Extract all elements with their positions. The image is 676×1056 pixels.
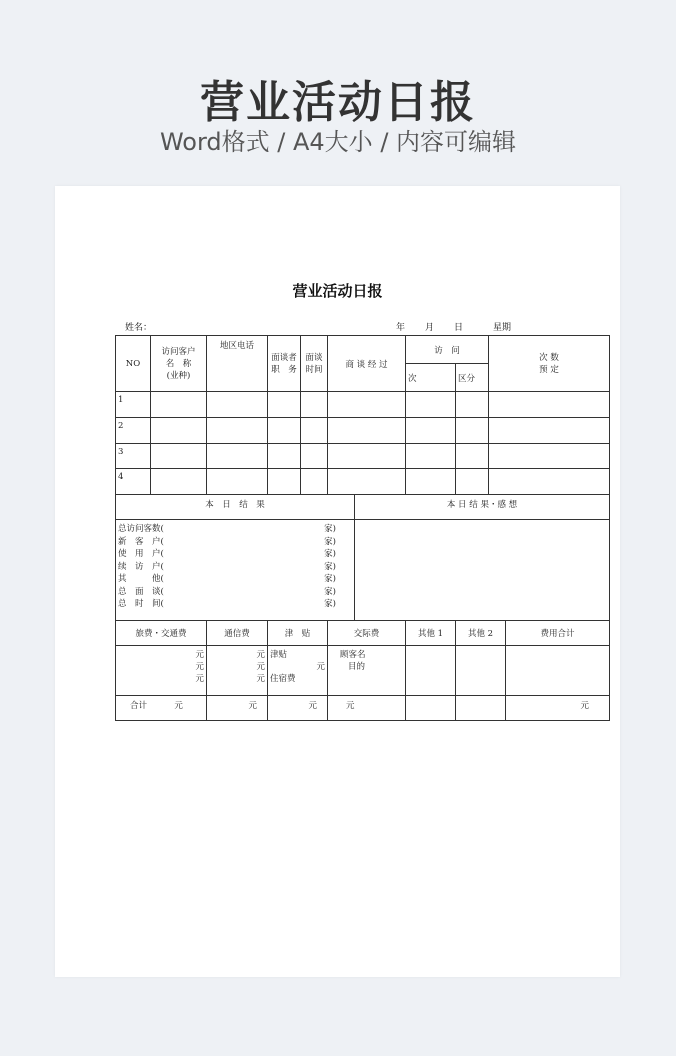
hero-subtitle: Word格式 / A4大小 / 内容可编辑	[159, 128, 517, 156]
yuan-unit: 元	[248, 701, 257, 711]
stat-line	[118, 536, 336, 549]
header-interviewee-line-1: 面谈者	[271, 352, 297, 363]
stat-label: 总访问客数(	[118, 524, 164, 534]
header-visit-category: 区分	[456, 364, 489, 392]
stat-label: 新 客 户(	[118, 536, 164, 547]
expense-header-communication: 通信费	[207, 621, 268, 646]
total-allowance	[268, 696, 328, 721]
header-client-name-line-2: 名 称	[165, 358, 192, 369]
stat-label: 使 用 户(	[118, 549, 164, 559]
header-visit-times: 次	[406, 364, 456, 392]
header-count-plan-line-1: 次 数	[539, 352, 559, 363]
total-label: 合计	[130, 701, 148, 711]
header-interview-time-line-1: 面谈	[305, 352, 323, 363]
stat-line	[118, 586, 336, 599]
year-label: 年	[396, 323, 406, 333]
weekday-label: 星期	[493, 323, 512, 333]
impression-area	[355, 520, 610, 621]
communication-amounts	[207, 646, 268, 696]
document-page	[55, 186, 620, 977]
grand-total	[506, 696, 610, 721]
yuan-unit: 元	[346, 701, 355, 711]
header-client-name-line-3: (业种)	[166, 370, 191, 381]
stat-label: 其 他(	[118, 574, 164, 584]
stat-unit: 家)	[324, 561, 336, 572]
result-today-header: 本 日 结 果	[116, 495, 355, 520]
total-cell	[506, 646, 610, 696]
other-2-cell	[456, 646, 506, 696]
stat-unit: 家)	[324, 536, 336, 547]
stat-unit: 家)	[324, 549, 336, 559]
customer-name-label: 顾客名	[340, 650, 366, 660]
allowance-amounts	[268, 646, 328, 696]
stat-label: 续 访 户(	[118, 561, 164, 572]
header-negotiation: 商 谈 经 过	[328, 336, 406, 392]
row-number: 3	[116, 444, 151, 469]
expense-header-total: 费用合计	[506, 621, 610, 646]
activity-report-table	[115, 335, 610, 721]
header-area-phone: 地区电话	[207, 336, 268, 392]
expense-header-allowance: 津 贴	[268, 621, 328, 646]
stat-unit: 家)	[324, 586, 336, 597]
header-interview-time	[301, 336, 328, 392]
expense-header-travel: 旅费・交通费	[116, 621, 207, 646]
day-label: 日	[454, 323, 464, 333]
header-count-plan-line-2: 预 定	[539, 364, 559, 375]
allowance-label: 津贴	[270, 650, 288, 660]
yuan-unit: 元	[256, 662, 265, 672]
stat-label: 总 时 间(	[118, 599, 164, 609]
expense-header-other-2: 其他 2	[456, 621, 506, 646]
result-impression-header: 本 日 结 果・感 想	[355, 495, 610, 520]
stat-label: 总 面 谈(	[118, 586, 164, 597]
total-travel	[116, 696, 207, 721]
stat-unit: 家)	[324, 524, 336, 534]
header-interview-time-line-2: 时间	[305, 364, 323, 375]
lodging-label: 住宿费	[270, 674, 296, 684]
header-no: NO	[116, 336, 151, 392]
yuan-unit: 元	[195, 650, 204, 660]
yuan-unit: 元	[256, 674, 265, 684]
yuan-unit: 元	[256, 650, 265, 660]
row-number: 4	[116, 469, 151, 495]
total-communication	[207, 696, 268, 721]
total-entertainment	[328, 696, 406, 721]
document-title: 营业活动日报	[292, 282, 383, 300]
expense-header-entertainment: 交际费	[328, 621, 406, 646]
purpose-label: 目的	[348, 662, 366, 672]
header-client-name-line-1: 访问客户	[161, 346, 196, 357]
stat-line	[118, 548, 336, 561]
hero-title: 营业活动日报	[200, 77, 476, 128]
header-interviewee-line-2: 职 务	[271, 364, 297, 375]
row-number: 2	[116, 418, 151, 444]
expense-header-other-1: 其他 1	[406, 621, 456, 646]
stat-unit: 家)	[324, 599, 336, 609]
yuan-unit: 元	[580, 701, 590, 711]
stat-line	[118, 573, 336, 586]
yuan-unit: 元	[308, 701, 317, 711]
stat-line	[118, 523, 336, 536]
travel-amounts	[116, 646, 207, 696]
yuan-unit: 元	[174, 701, 183, 711]
row-number: 1	[116, 392, 151, 418]
yuan-unit: 元	[195, 674, 204, 684]
header-visit: 访 问	[406, 336, 489, 364]
stat-line	[118, 561, 336, 574]
stat-unit: 家)	[324, 574, 336, 584]
stat-line	[118, 598, 336, 611]
visit-stats	[116, 520, 355, 621]
name-label: 姓名：	[125, 323, 153, 333]
header-count-plan	[489, 336, 610, 392]
month-label: 月	[425, 323, 435, 333]
header-client-name	[151, 336, 207, 392]
yuan-unit: 元	[195, 662, 204, 672]
header-interviewee-title	[268, 336, 301, 392]
yuan-unit: 元	[316, 662, 325, 672]
entertainment-details	[328, 646, 406, 696]
other-1-cell	[406, 646, 456, 696]
